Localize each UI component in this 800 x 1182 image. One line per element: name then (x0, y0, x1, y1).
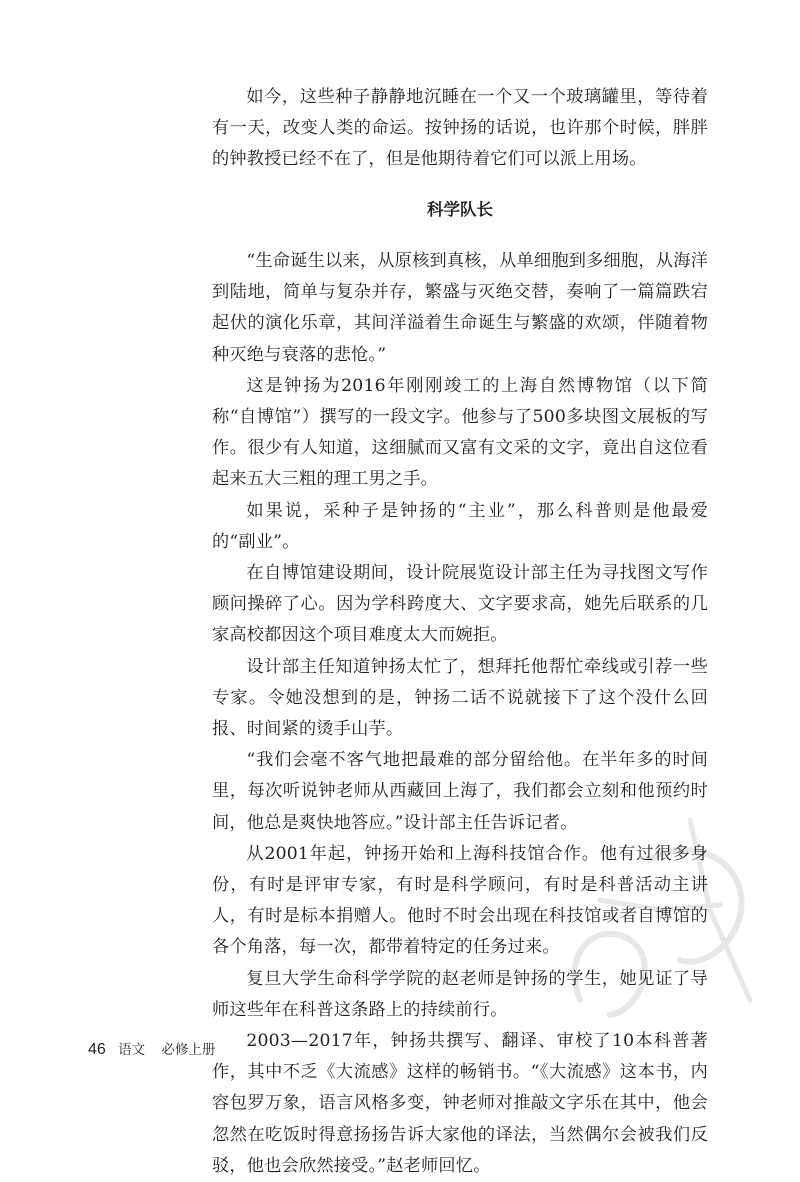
page-number: 46 (88, 1041, 106, 1058)
section-text-block (212, 246, 708, 1182)
page-footer (88, 1040, 215, 1060)
paragraph: 如今，这些种子静静地沉睡在一个又一个玻璃罐里，等待着有一天，改变人类的命运。按钟扬的话说，也许那个时候，胖胖的钟教授已经不在了，但是他期待着它们可以派上用场。 (212, 87, 708, 170)
paragraph: 在自博馆建设期间，设计院展览设计部主任为寻找图文写作顾问操碎了心。因为学科跨度大、文字要求高，她先后联系的几家高校都因这个项目难度太大而婉拒。 (212, 563, 708, 646)
paragraph: 如果说，采种子是钟扬的“主业”，那么科普则是他最爱的“副业”。 (212, 500, 708, 552)
paragraph: 复旦大学生命科学学院的赵老师是钟扬的学生，她见证了导师这些年在科普这条路上的持续前行。 (212, 968, 708, 1020)
paragraph: 设计部主任知道钟扬太忙了，想拜托他帮忙牵线或引荐一些专家。令她没想到的是，钟扬二话不说就接下了这个没什么回报、时间紧的烫手山芋。 (212, 656, 708, 740)
intro-text-block (212, 82, 708, 176)
section-heading: 科学队长 (427, 200, 493, 219)
paragraph: “我们会毫不客气地把最难的部分留给他。在半年多的时间里，每次听说钟老师从西藏回上海了，我们都会立刻和他预约时间，他总是爽快地答应。”设计部主任告诉记者。 (212, 750, 708, 833)
book-name: 语文 (118, 1042, 146, 1058)
paragraph: 这是钟扬为2016年刚刚竣工的上海自然博物馆（以下简称“自博馆”）撰写的一段文字。他参与了500多块图文展板的写作。很少有人知道，这细腻而又富有文采的文字，竟出自这位看起来五大三粗的理工男之手。 (212, 375, 708, 490)
volume-name: 必修上册 (161, 1042, 216, 1058)
paragraph: 2003—2017年，钟扬共撰写、翻译、审校了10本科普著作，其中不乏《大流感》这样的畅销书。“《大流感》这本书，内容包罗万象，语言风格多变，钟老师对推敲文字乐在其中，他会忽然在吃饭时得意扬扬告诉大家他的译法，当然偶尔会被我们反驳，他也会欣然接受。”赵老师回忆。 (212, 1031, 708, 1176)
paragraph: 从2001年起，钟扬开始和上海科技馆合作。他有过很多身份，有时是评审专家，有时是科学顾问，有时是科普活动主讲人，有时是标本捐赠人。他时不时会出现在科技馆或者自博馆的各个角落，每一次，都带着特定的任务过来。 (212, 843, 708, 958)
paragraph: “生命诞生以来，从原核到真核，从单细胞到多细胞，从海洋到陆地，简单与复杂并存，繁盛与灭绝交替，奏响了一篇篇跌宕起伏的演化乐章，其间洋溢着生命诞生与繁盛的欢颂，伴随着物种灭绝与衰落的悲怆。” (212, 251, 708, 365)
